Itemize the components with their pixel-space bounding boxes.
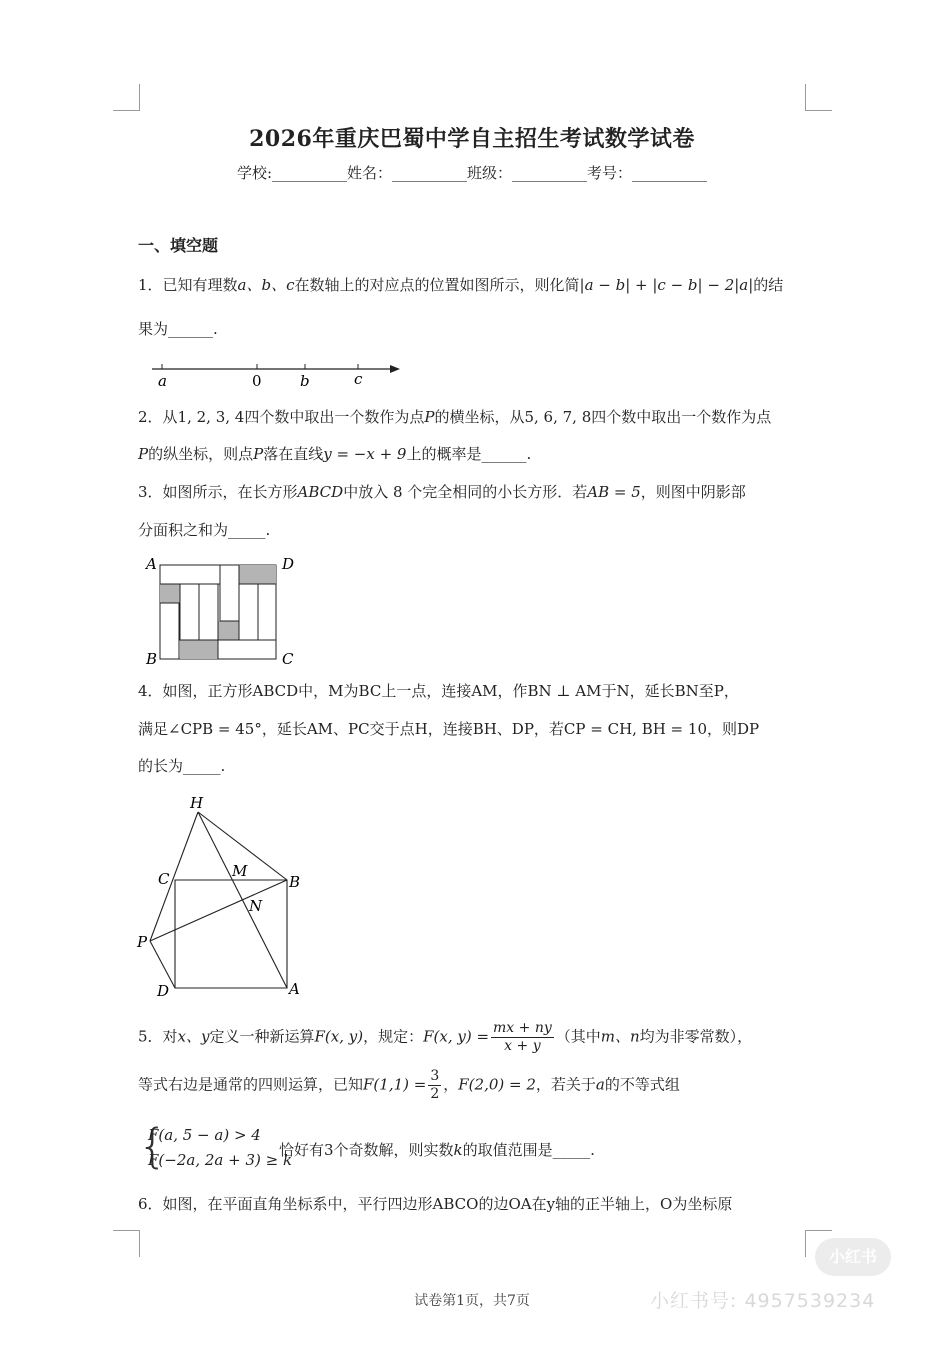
exam-title: 2026年重庆巴蜀中学自主招生考试数学试卷	[249, 126, 695, 152]
question-6-line-1: 6．如图，在平面直角坐标系中，平行四边形ABCO的边OA在y轴的正半轴上，O为坐标原	[138, 1195, 733, 1213]
margin-corner-mark	[113, 84, 140, 111]
watermark-text: 小红书号: 4957539234	[650, 1290, 876, 1312]
question-4-line-3: 的长为_____.	[138, 757, 226, 775]
point-label-H: H	[190, 794, 204, 812]
axis-label-a: a	[158, 372, 167, 390]
point-label-N: N	[249, 897, 263, 915]
margin-corner-mark	[805, 84, 832, 111]
fraction: $\frac{mx + ny}{x + y}$	[493, 1020, 552, 1054]
number-line-figure	[138, 356, 408, 392]
point-label-B: B	[289, 873, 301, 891]
point-label-A: A	[289, 980, 300, 998]
question-2-line-2: P的纵坐标，则点P落在直线y = −x + 9上的概率是______.	[138, 445, 532, 463]
question-3-line-2: 分面积之和为_____.	[138, 521, 271, 539]
watermark-logo: 小红书	[815, 1238, 891, 1276]
point-label-D: D	[157, 982, 170, 1000]
point-label-C: C	[158, 870, 170, 888]
question-1-line-2: 果为______.	[138, 320, 218, 338]
question-5-line-3: 恰好有3个奇数解，则实数k的取值范围是_____.	[279, 1141, 595, 1159]
point-label-P: P	[137, 933, 148, 951]
inequality-2: F(−2a, 2a + 3) ≥ k	[148, 1151, 293, 1169]
vertex-label-B: B	[146, 650, 158, 668]
brace-symbol: {	[138, 1119, 168, 1173]
axis-label-0: 0	[252, 372, 262, 390]
square-geometry-figure	[132, 790, 312, 1002]
vertex-label-A: A	[146, 555, 157, 573]
vertex-label-D: D	[282, 555, 295, 573]
question-5-line-1: 5．对x、y定义一种新运算F(x, y)，规定：F(x, y) = $\frac{mx + ny}{x + y}$ （其中m、n均为非零常数），	[138, 1020, 753, 1054]
axis-label-b: b	[300, 372, 310, 390]
question-1-line-1: 1．已知有理数a、b、c在数轴上的对应点的位置如图所示，则化简|a − b| + |c − b| − 2|a|的结	[138, 276, 784, 294]
question-3-line-1: 3．如图所示，在长方形ABCD中放入 8 个完全相同的小长方形．若AB = 5，则图中阴影部	[138, 483, 746, 501]
page-footer: 试卷第1页，共7页	[414, 1293, 530, 1309]
point-label-M: M	[232, 862, 248, 880]
fraction: $\frac{3}{2}$	[430, 1068, 440, 1102]
section-title: 一、填空题	[138, 236, 219, 255]
question-4-line-2: 满足∠CPB = 45°，延长AM、PC交于点H，连接BH、DP，若CP = CH, BH = 10，则DP	[138, 720, 760, 738]
question-5-line-2: 等式右边是通常的四则运算，已知F(1,1) = $\frac{3}{2}$ ，F(2,0) = 2，若关于a的不等式组	[138, 1068, 680, 1102]
inequality-1: F(a, 5 − a) > 4	[148, 1126, 261, 1144]
rectangle-tiling-figure	[138, 552, 308, 670]
student-info-line: 学校:__________姓名：__________班级：__________考号：__________	[236, 164, 708, 182]
question-4-line-1: 4．如图，正方形ABCD中，M为BC上一点，连接AM，作BN ⊥ AM于N，延长BN至P，	[138, 682, 739, 700]
axis-label-c: c	[354, 370, 363, 388]
inequality-system	[138, 1119, 798, 1178]
margin-corner-mark	[113, 1230, 140, 1257]
question-2-line-1: 2．从1, 2, 3, 4四个数中取出一个数作为点P的横坐标，从5, 6, 7, 8四个数中取出一个数作为点	[138, 408, 772, 426]
vertex-label-C: C	[282, 650, 294, 668]
